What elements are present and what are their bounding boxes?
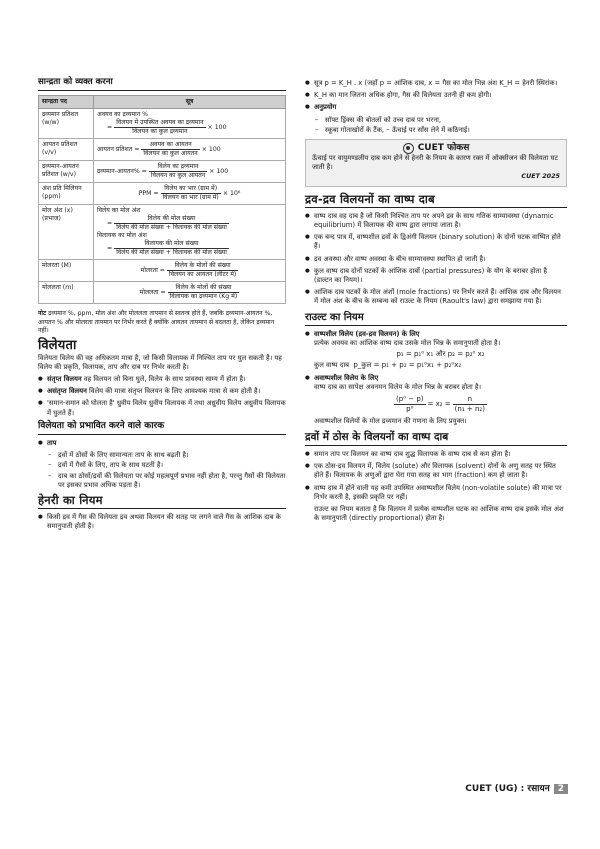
cuet-focus-title [312,143,560,154]
raoult-equation: p₁ = p₁⁰ x₁ और p₂ = p₂⁰ x₂ [396,350,485,359]
list-item: ● द्रव अवस्था और वाष्प अवस्था के बीच साम्यावस्था स्थापित हो जाती है। [305,255,567,264]
frac-den: विलायक का द्रव्यमान (Kg में) [169,293,238,301]
list-item: ● वाष्प दाब में होने वाली यह कमी उपस्थित अवाष्पशील विलेय (non-volatile solute) की मात्रा पर निर्भर करती है, इसकी प्रकृति पर नहीं। [305,484,567,502]
frac-den: विलयन का भार (ग्राम में) [162,194,219,202]
nonvolatile-label: ● अवाष्पशील विलेय के लिए [314,373,379,382]
note-label: नोट [38,310,47,318]
list-item: – द्रवों में ठोसों के लिए सामान्यतः ताप के साथ बढ़ती है। [48,451,286,460]
vapour-pressure-list [305,212,567,307]
table-row [39,282,286,304]
left-column [38,78,286,535]
table-row [39,183,286,205]
frac-mult: × 100 [207,123,227,131]
list-item: ● सूत्र p = K_H . x (जहाँ p = आंशिक दाब, x = गैस का मोल भिन्न अंश K_H = हेनरी स्थिरांक। [305,79,567,88]
page-footer [0,781,568,794]
list-item [38,387,286,396]
table-cell-formula [94,109,286,139]
total-label: कुल वाष्प दाब [314,361,349,370]
formula-eq: = $\frac{\text{विलयन में उपस्थित अवयव का द्रव्यमान}}{\text{विलयन का कुल द्रव्यमान}}$ × 100 [107,119,227,136]
frac-num: विलेय की मोल संख्या [114,215,229,224]
total-pressure-line [314,361,567,370]
table-header-formula: सूत्र [94,96,286,109]
table-cell-term: आयतन प्रतिशत (v/v) [39,139,94,161]
list-item: ● किसी द्रव में गैस की विलेयता द्रव अथवा विलयन की सतह पर लगने वाले गैस के आंशिक दाब के समानुपाती होती है। [38,513,286,531]
formula-eq: = $\frac{\text{विलायक की मोल संख्या}}{\text{विलेय की मोल संख्या + विलायक की मोल संख्या}}$ [107,240,227,257]
list-item [305,374,567,427]
raoult-heading: राउल्ट का नियम [305,311,364,323]
frac-den: विलयन का कुल आयतन [143,150,198,158]
divider [38,90,286,91]
frac-mult: × 100 [201,145,221,153]
henry-cont-list [305,79,567,135]
rlvp-mid: = x₂ = [427,400,451,409]
frac-den: विलयन का कुल आयतन [150,172,206,180]
list-item: ● एक बन्द पात्र में, वाष्पशील द्रवों के द्विअंगी विलयन (binary solution) के दोनों घटक वाष्पित होते हैं। [305,233,567,251]
list-item: ● समान ताप पर विलयन का वाष्प दाब शुद्ध विलायक के वाष्प दाब से कम होता है। [305,450,567,459]
table-cell-term: मोलरता (M) [39,260,94,282]
formula-lhs: द्रव्यमान-आयतन% = [97,167,147,175]
divider [38,434,286,435]
divider [305,325,567,326]
term-text: वह विलयन जो बिना घुले, विलेय के साथ प्रावस्था साम्य में होता है। [83,375,246,384]
table-cell-formula [94,139,286,161]
term-text: विलेय की मात्रा संतृप्त विलयन के लिए आवश्यक मात्रा से कम होती है। [89,387,261,396]
total-equation: p_कुल = p₁ + p₂ = p₁⁰x₁ + p₂⁰x₂ [353,361,462,370]
henry-list [38,513,286,531]
rlvp-note: अवाष्पशील विलेयों के मोल द्रव्यमान की गणना के लिए प्रयुक्त। [314,417,467,426]
formula-eq: = $\frac{\text{विलेय की मोल संख्या}}{\text{विलेय की मोल संख्या + विलायक की मोल संख्या}}$ [107,215,227,232]
frac-num: (p⁰ − p) [394,395,425,405]
frac-num: अवयव का आयतन [141,141,199,150]
list-item: – स्कूबा गोताखोरों के टैंक, – ऊँचाई पर साँस लेने में कठिनाई। [315,126,567,135]
table-cell-term: मोललता (m) [39,282,94,304]
note [38,310,286,335]
list-item [305,330,567,371]
solid-tail-text: राउल्ट का नियम बताता है कि विलयन में प्रत्येक वाष्पशील घटक का आंशिक वाष्प दाब इसके मोल अंश के समानुपाती (directly proportional) होता है। [314,504,564,523]
table-cell-term: द्रव्यमान-आयतन प्रतिशत (w/v) [39,161,94,183]
frac-num: n [453,395,487,405]
concentration-heading: सान्द्रता को व्यक्त करना [38,77,113,87]
list-item: ● 'समान-समान को घोलता है' ध्रुवीय विलेय ध्रुवीय विलायक में तथा अध्रुवीय विलेय अध्रुवीय विलायक में घुलते हैं। [38,399,286,417]
table-row [39,139,286,161]
term: असंतृप्त विलयन [47,387,87,396]
list-item: ● वाष्प दाब वह दाब है जो किसी निश्चित ताप पर अपने द्रव के साथ गतिक साम्यावस्था (dynamic equilibrium) में विलायक की वाष्प द्वारा लगाया जाता है। [305,212,567,230]
page-number: 2 [554,784,568,794]
formula-lhs: मोललता = [139,288,166,296]
factors-list [38,439,286,490]
list-item: – सॉफ्ट ड्रिंक्स की बोतलों को उच्च दाब पर भरना, [315,116,567,125]
frac-num: विलेय के मोलों की संख्या [167,262,238,271]
formula-lhs: मोलरता = [140,266,165,274]
list-item: ● अनुप्रयोग [305,103,567,112]
table-header-row [39,96,286,109]
formula-eq [97,163,282,180]
footer-label: CUET (UG) : रसायन [465,784,550,794]
raoult-list [305,330,567,427]
table-cell-formula [94,183,286,205]
table-header-term: सान्द्रता पद [39,96,94,109]
concentration-table [38,95,286,304]
formula-line: अवयव का द्रव्यमान % [97,111,149,119]
formula-lhs: PPM = [138,189,159,197]
formula-lhs: आयतन प्रतिशत = [97,145,140,153]
vapour-pressure-heading: द्रव-द्रव विलयनों का वाष्प दाब [305,191,435,206]
formula-eq [97,185,282,202]
frac-num: विलायक की मोल संख्या [114,240,229,249]
divider [38,508,286,509]
rlvp-equation [314,395,567,414]
list-item: – द्रवों में गैसों के लिए, ताप के साथ घटती है। [48,461,286,470]
frac-mult: × 100 [209,167,229,175]
list-item: ● कुल वाष्प दाब दोनों घटकों के आंशिक दाबों (partial pressures) के योग के बराबर होता है (डाल्टन का नियम)। [305,267,567,285]
table-cell-formula [94,282,286,304]
volatile-label: ● वाष्पशील विलेय (द्रव-द्रव विलयन) के लिए [314,329,420,338]
table-row [39,161,286,183]
nonvolatile-text: वाष्प दाब का सापेक्ष अवनमन विलेय के मोल भिन्न के बराबर होता है। [314,382,482,391]
table-cell-term: अंश प्रति मिलियन (ppm) [39,183,94,205]
table-row [39,260,286,282]
frac-den: विलेय की मोल संख्या + विलायक की मोल संख्या [116,224,227,232]
table-row [39,109,286,139]
list-item: ● आंशिक दाब घटकों के मोल अंशों (mole fractions) पर निर्भर करते हैं। आंशिक दाब और विलयन में मोल अंश के बीच के सम्बन्ध को राउल्ट के नियम (Raoult's law) द्वारा समझाया गया है। [305,288,567,306]
frac-num: विलयन में उपस्थित अवयव का द्रव्यमान [116,119,204,127]
list-item: ● एक ठोस-द्रव विलयन में, विलेय (solute) और विलायक (solvent) दोनों के अणु सतह पर स्थित होते हैं। विलायक के अणुओं द्वारा घेरा गया सतह का भाग (fraction) कम हो जाता है। [305,462,567,480]
table-cell-term: द्रव्यमान प्रतिशत (w/w) [39,109,94,139]
note-text: द्रव्यमान %, ppm, मोल अंश और मोललता तापमान से स्वतन्त्र होते हैं, जबकि द्रव्यमान-आयतन %, आयतन % और मोलरता तापमान पर निर्भर करते हैं क्योंकि आयतन तापमान से बदलता है, लेकिन द्रव्यमान नहीं। [38,310,275,335]
formula-eq [97,284,282,301]
table-cell-formula [94,260,286,282]
frac-den: p⁰ [406,405,414,414]
cuet-year: CUET 2025 [521,172,560,181]
frac-den: विलयन का कुल द्रव्यमान [132,128,188,136]
frac-num: विलेय का भार (ग्राम में) [161,185,221,194]
factors-heading: विलेयता को प्रभावित करने वाले कारक [38,420,165,431]
divider [305,445,567,446]
cuet-focus-box [305,139,567,187]
frac-den: (n₁ + n₂) [454,405,485,414]
list-item: ● ताप [38,439,286,448]
solubility-list [38,375,286,418]
list-item: ● K_H का मान जितना अधिक होगा, गैस की विलेयता उतनी ही कम होगी। [305,91,567,100]
frac-den: विलेय की मोल संख्या + विलायक की मोल संख्या [116,249,227,257]
list-item: – दाब का ठोसों/द्रवों की विलेयता पर कोई महत्वपूर्ण प्रभाव नहीं होता है, परन्तु गैसों की विलेयता पर इसका प्रभाव अधिक पड़ता है। [48,472,286,490]
divider [305,207,567,208]
volatile-text: प्रत्येक अवयव का आंशिक वाष्प दाब उसके मोल भिन्न के समानुपाती होता है। [314,339,501,348]
table-cell-formula [94,205,286,260]
list-item [38,375,286,384]
cuet-title-text: CUET फोकस [417,142,470,153]
formula-line: विलायक का मोल अंश [97,232,147,240]
solid-solution-list [305,450,567,502]
table-cell-formula [94,161,286,183]
solubility-text: विलेयता विलेय की वह अधिकतम मात्रा है, जो किसी विलायक में निश्चित ताप पर घुल सकती है। यह विलेय की प्रकृति, विलायक, ताप और दाब पर निर्भर करती है। [38,353,282,371]
henry-heading: हेनरी का नियम [38,493,103,508]
table-cell-term: मोल अंश (x) (प्रभाज) [39,205,94,260]
formula-eq [97,141,282,158]
frac-mult: × 10⁶ [222,189,241,197]
frac-den: विलयन का आयतन (लीटर में) [168,271,237,279]
right-column [305,78,567,523]
table-row [39,205,286,260]
cuet-focus-text: ऊँचाई पर वायुमण्डलीय दाब कम होने से हेनरी के नियम के कारण रक्त में ऑक्सीजन की विलेयता घट जाती है। [312,154,558,172]
frac-num: विलेय के मोलों की संख्या [168,284,240,293]
term: संतृप्त विलयन [47,375,82,384]
solid-solution-heading: द्रवों में ठोस के विलयनों का वाष्प दाब [305,430,449,443]
target-icon [403,143,414,154]
formula-eq [97,262,282,279]
formula-line: विलेय का मोल अंश [97,207,141,215]
solubility-heading: विलेयता [38,338,77,354]
frac-num: विलेय का द्रव्यमान [149,163,207,172]
